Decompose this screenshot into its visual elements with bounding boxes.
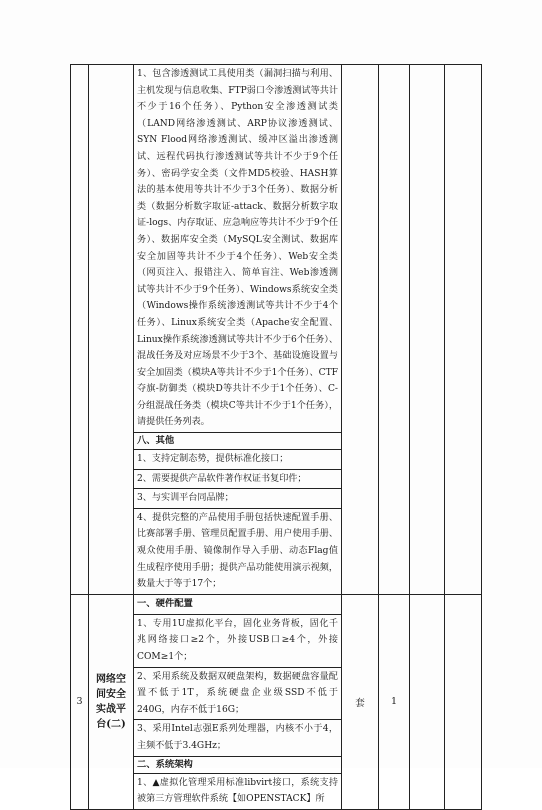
item-unit: 套 — [342, 594, 379, 809]
requirement-item: 1、专用1U虚拟化平台，固化业务背板，固化千兆网络接口≥2个，外接USB口≥4个，外接COM≥1个； — [134, 614, 342, 667]
item-quantity: 1 — [379, 594, 410, 809]
requirement-item: 2、采用系统及数据双硬盘架构，数据硬盘容量配置不低于1T，系统硬盘企业级SSD不低于240G，内存不低于16G； — [134, 667, 342, 720]
name-cell — [89, 65, 134, 595]
item-name: 网络空间安全实战平台(二) — [89, 594, 134, 809]
requirement-paragraph: 1、包含渗透测试工具使用类（漏洞扫描与利用、主机发现与信息收集、FTP弱口令渗透测试等共计不少于16个任务）、Python安全渗透测试类（LAND网络渗透测试、ARP协议渗透测试、SYN Flood网络渗透测试、缓冲区溢出渗透测试、远程代码执行渗透测试等共计不少于9个任务）、密码学安全类（文件MD5校验、HASH算法的基本使用等共计不少于3个任务）、数据分析类（数据分析数字取证-attack、数据分析数字取证-logs、内存取证、应急响应等共计不少于9个任务）、数据库安全类（MySQL安全测试、数据库安全加固等共计不少于4个任务）、Web安全类（网页注入、报错注入、简单盲注、Web渗透测试等共计不少于9个任务）、Windows系统安全类（Windows操作系统渗透测试等共计不少于4个任务）、Linux系统安全类（Apache安全配置、Linux操作系统渗透测试等共计不少于6个任务）、混战任务及对应场景不少于3个、基础设施设置与安全加固类（模块A等共计不少于1个任务）、CTF夺旗-防御类（模块D等共计不少于1个任务）、C-分组混战任务类（模块C等共计不少于1个任务），请提供任务列表。 — [134, 65, 342, 433]
section-heading: 二、系统架构 — [134, 756, 342, 773]
table-row — [71, 65, 482, 433]
section-heading: 八、其他 — [134, 433, 342, 450]
requirement-item: 2、需要提供产品软件著作权证书复印件； — [134, 469, 342, 489]
requirement-item: 1、▲虚拟化管理采用标准libvirt接口，系统支持被第三方管理软件系统【如OPENSTACK】所 — [134, 773, 342, 809]
procurement-spec-table — [70, 64, 482, 810]
requirement-item: 3、采用Intel志强E系列处理器，内核不小于4，主频不低于3.4GHz； — [134, 720, 342, 756]
requirement-item: 4、提供完整的产品使用手册包括快速配置手册、比赛部署手册、管理员配置手册、用户使用手册、观众使用手册、镜像制作导入手册、动态Flag值生成程序使用手册；提供产品功能使用演示视频，数量大于等于17个； — [134, 508, 342, 594]
extra-cell — [410, 594, 445, 809]
item-index: 3 — [71, 594, 89, 809]
table-row — [71, 594, 482, 614]
section-heading: 一、硬件配置 — [134, 594, 342, 614]
extra-cell — [445, 594, 482, 809]
extra-cell — [445, 65, 482, 595]
index-cell — [71, 65, 89, 595]
extra-cell — [410, 65, 445, 595]
requirement-item: 3、与实训平台同品牌； — [134, 489, 342, 509]
quantity-cell — [379, 65, 410, 595]
requirement-item: 1、支持定制态势，提供标准化接口； — [134, 450, 342, 470]
unit-cell — [342, 65, 379, 595]
